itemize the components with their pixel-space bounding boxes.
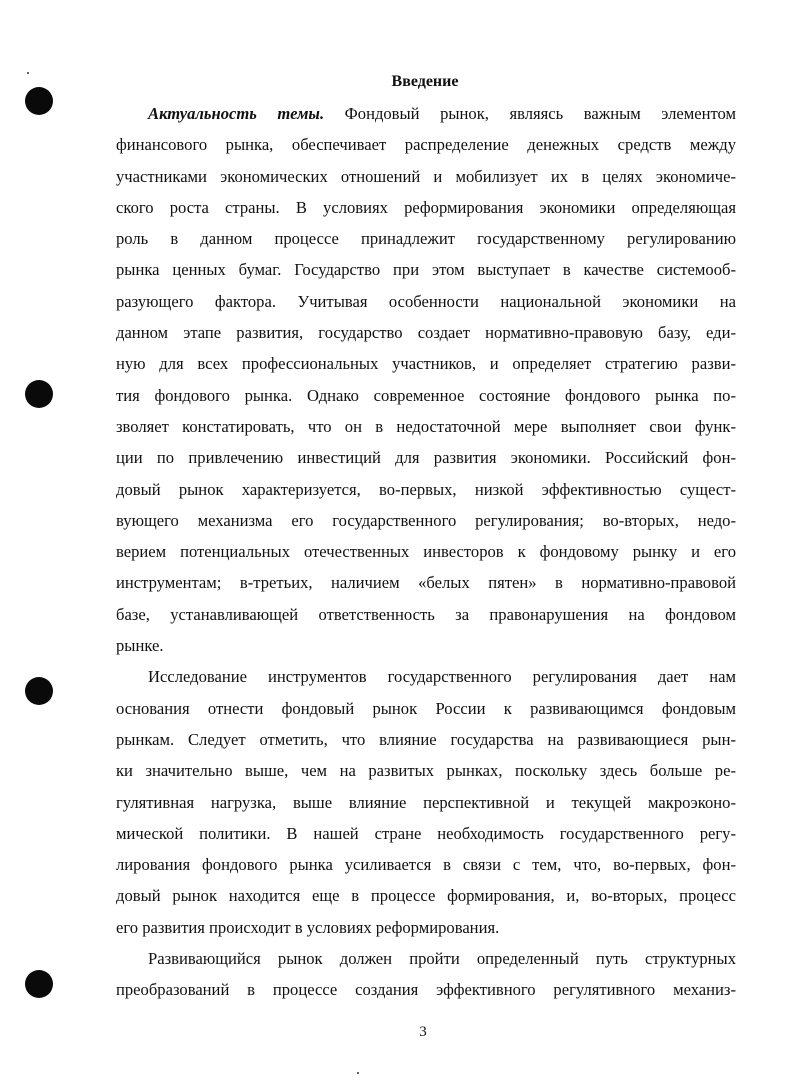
text-line: вующего механизма его государственного регулирования; во-вторых, недо- xyxy=(116,510,736,530)
text-line: ции по привлечению инвестиций для развития экономики. Российский фон- xyxy=(116,448,736,468)
text-line: его развития происходит в условиях реформирования. xyxy=(116,917,500,937)
text-line: довый рынок характеризуется, во-первых, низкой эффективностью сущест- xyxy=(116,479,736,499)
text-line: инструментам; в-третьих, наличием «белых пятен» в нормативно-правовой xyxy=(116,573,736,593)
text-line: тия фондового рынка. Однако современное состояние фондового рынка по- xyxy=(116,385,736,405)
text-line: ки значительно выше, чем на развитых рынках, поскольку здесь больше ре- xyxy=(116,761,736,781)
scan-speck xyxy=(357,1072,359,1074)
text-line: ную для всех профессиональных участников, и определяет стратегию разви- xyxy=(116,354,736,374)
lead-term: Актуальность темы. xyxy=(148,104,325,123)
text-line: участниками экономических отношений и мобилизует их в целях экономиче- xyxy=(116,166,736,186)
punch-hole xyxy=(25,677,53,705)
text-line: лирования фондового рынка усиливается в связи с тем, что, во-первых, фон- xyxy=(116,855,736,875)
text-line: базе, устанавливающей ответственность за правонарушения на фондовом xyxy=(116,604,736,624)
text-line: довый рынок находится еще в процессе формирования, и, во-вторых, процесс xyxy=(116,886,736,906)
text-line: финансового рынка, обеспечивает распределение денежных средств между xyxy=(116,135,736,155)
text-line: роль в данном процессе принадлежит государственному регулированию xyxy=(116,229,736,249)
text-line: Исследование инструментов государственного регулирования дает нам xyxy=(148,667,736,687)
text-line: рынка ценных бумаг. Государство при этом выступает в качестве системооб- xyxy=(116,260,736,280)
punch-hole xyxy=(25,380,53,408)
text-line: рынкам. Следует отметить, что влияние государства на развивающиеся рын- xyxy=(116,729,736,749)
text-line: мической политики. В нашей стране необходимость государственного регу- xyxy=(116,823,736,843)
text-line: основания отнести фондовый рынок России к развивающимся фондовым xyxy=(116,698,736,718)
text-line: разующего фактора. Учитывая особенности национальной экономики на xyxy=(116,291,736,311)
text-line: Актуальность темы. Фондовый рынок, являясь важным элементом xyxy=(148,104,736,123)
text-line: Развивающийся рынок должен пройти определенный путь структурных xyxy=(148,949,736,969)
page-title: Введение xyxy=(391,73,459,90)
document-body xyxy=(116,98,736,1006)
page-number: 3 xyxy=(419,1024,427,1040)
text-line: гулятивная нагрузка, выше влияние перспективной и текущей макроэконо- xyxy=(116,792,736,812)
text-line: преобразований в процессе создания эффективного регулятивного механиз- xyxy=(116,980,736,1000)
text-line: верием потенциальных отечественных инвесторов к фондовому рынку и его xyxy=(116,542,736,562)
text-line: рынке. xyxy=(116,636,164,656)
text-line: данном этапе развития, государство создает нормативно-правовую базу, еди- xyxy=(116,323,736,343)
text-line: зволяет констатировать, что он в недостаточной мере выполняет свои функ- xyxy=(116,416,736,436)
punch-hole xyxy=(25,970,53,998)
text-line: ского роста страны. В условиях реформирования экономики определяющая xyxy=(116,197,736,217)
